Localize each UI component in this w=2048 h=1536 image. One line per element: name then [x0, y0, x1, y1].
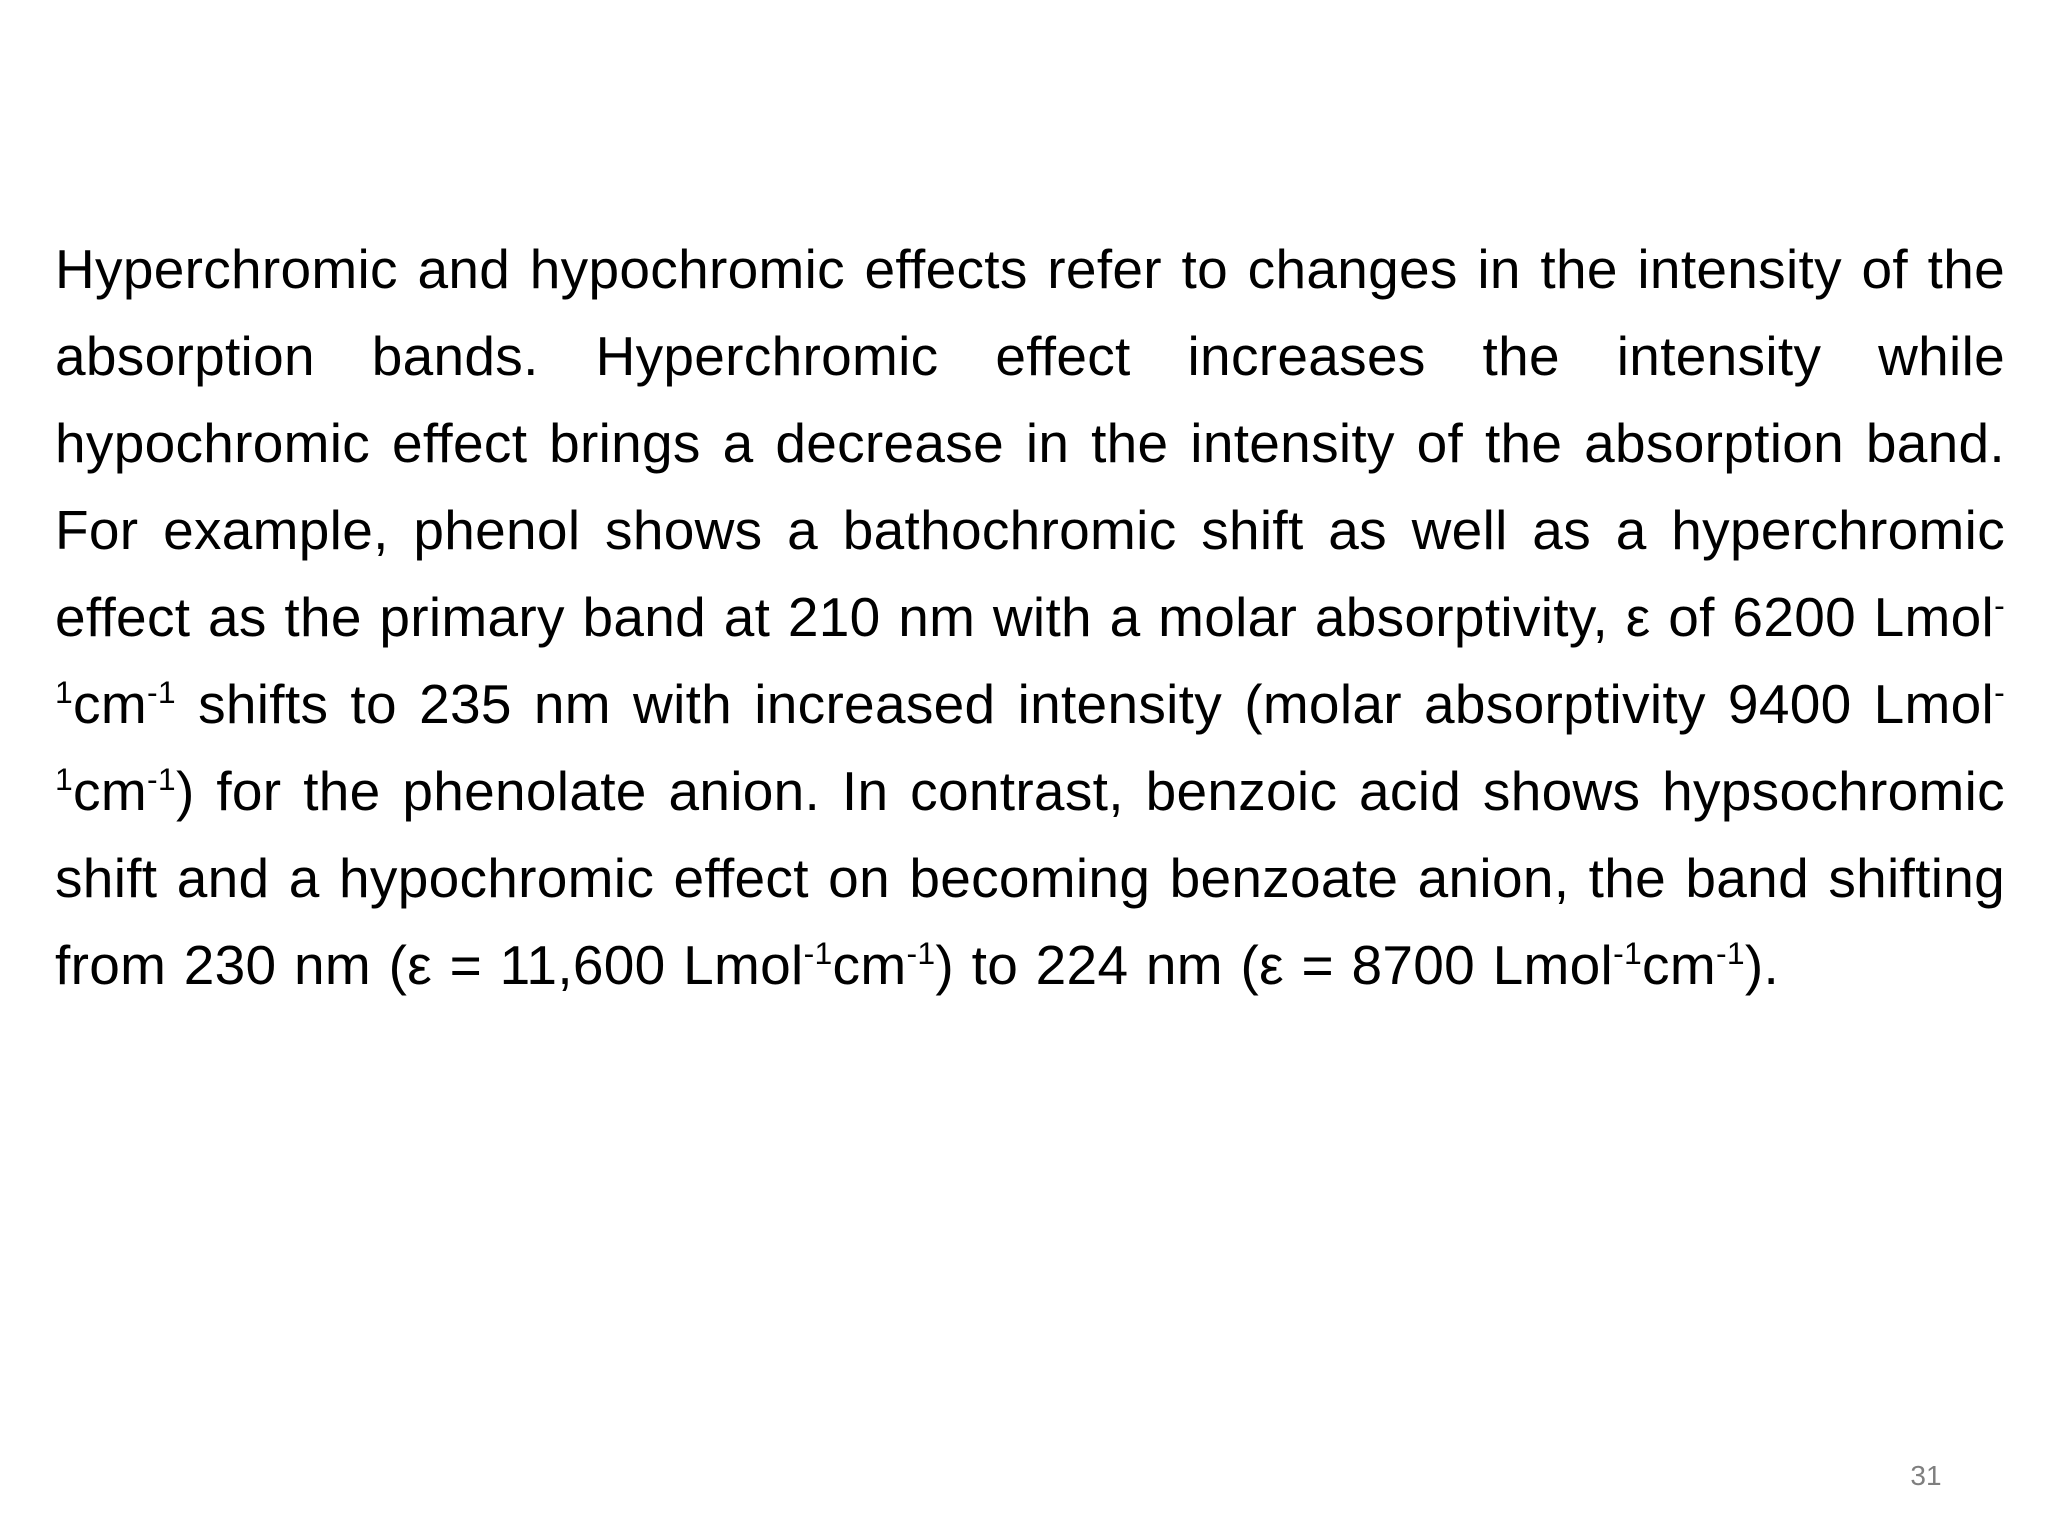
body-paragraph	[55, 226, 2005, 1009]
superscript: -1	[146, 761, 176, 798]
text-run: Hyperchromic and hypochromic effects refer to changes in the intensity of the absorption bands. Hyperchromic effect increases the intensity while hypochromic effect brings a decrease in the intensity of the absorption band. For example, phenol shows a bathochromic shift as well as a hyperchromic effect as the primary band at 210 nm with a molar absorptivity, ε of 6200 Lmol	[55, 238, 2005, 648]
text-run: cm	[1642, 934, 1716, 996]
superscript: -1	[146, 674, 176, 711]
superscript: -1	[55, 587, 2005, 711]
text-run: cm	[832, 934, 907, 996]
text-run: cm	[73, 760, 147, 822]
text-run: ) to 224 nm (ε = 8700 Lmol	[935, 934, 1614, 996]
text-run: shifts to 235 nm with increased intensity (molar absorptivity 9400 Lmol	[175, 673, 1995, 735]
superscript: -1	[906, 935, 936, 972]
superscript: -1	[1613, 935, 1643, 972]
superscript: -1	[1715, 935, 1745, 972]
text-run: ) for the phenolate anion. In contrast, benzoic acid shows hypsochromic shift and a hypochromic effect on becoming benzoate anion, the band shifting from 230 nm (ε = 11,600 Lmol	[55, 760, 2005, 996]
page-number: 31	[1910, 1460, 1942, 1491]
text-run: cm	[73, 673, 147, 735]
superscript: -1	[803, 935, 833, 972]
text-run: ).	[1744, 934, 1780, 996]
superscript: -1	[55, 674, 2005, 798]
